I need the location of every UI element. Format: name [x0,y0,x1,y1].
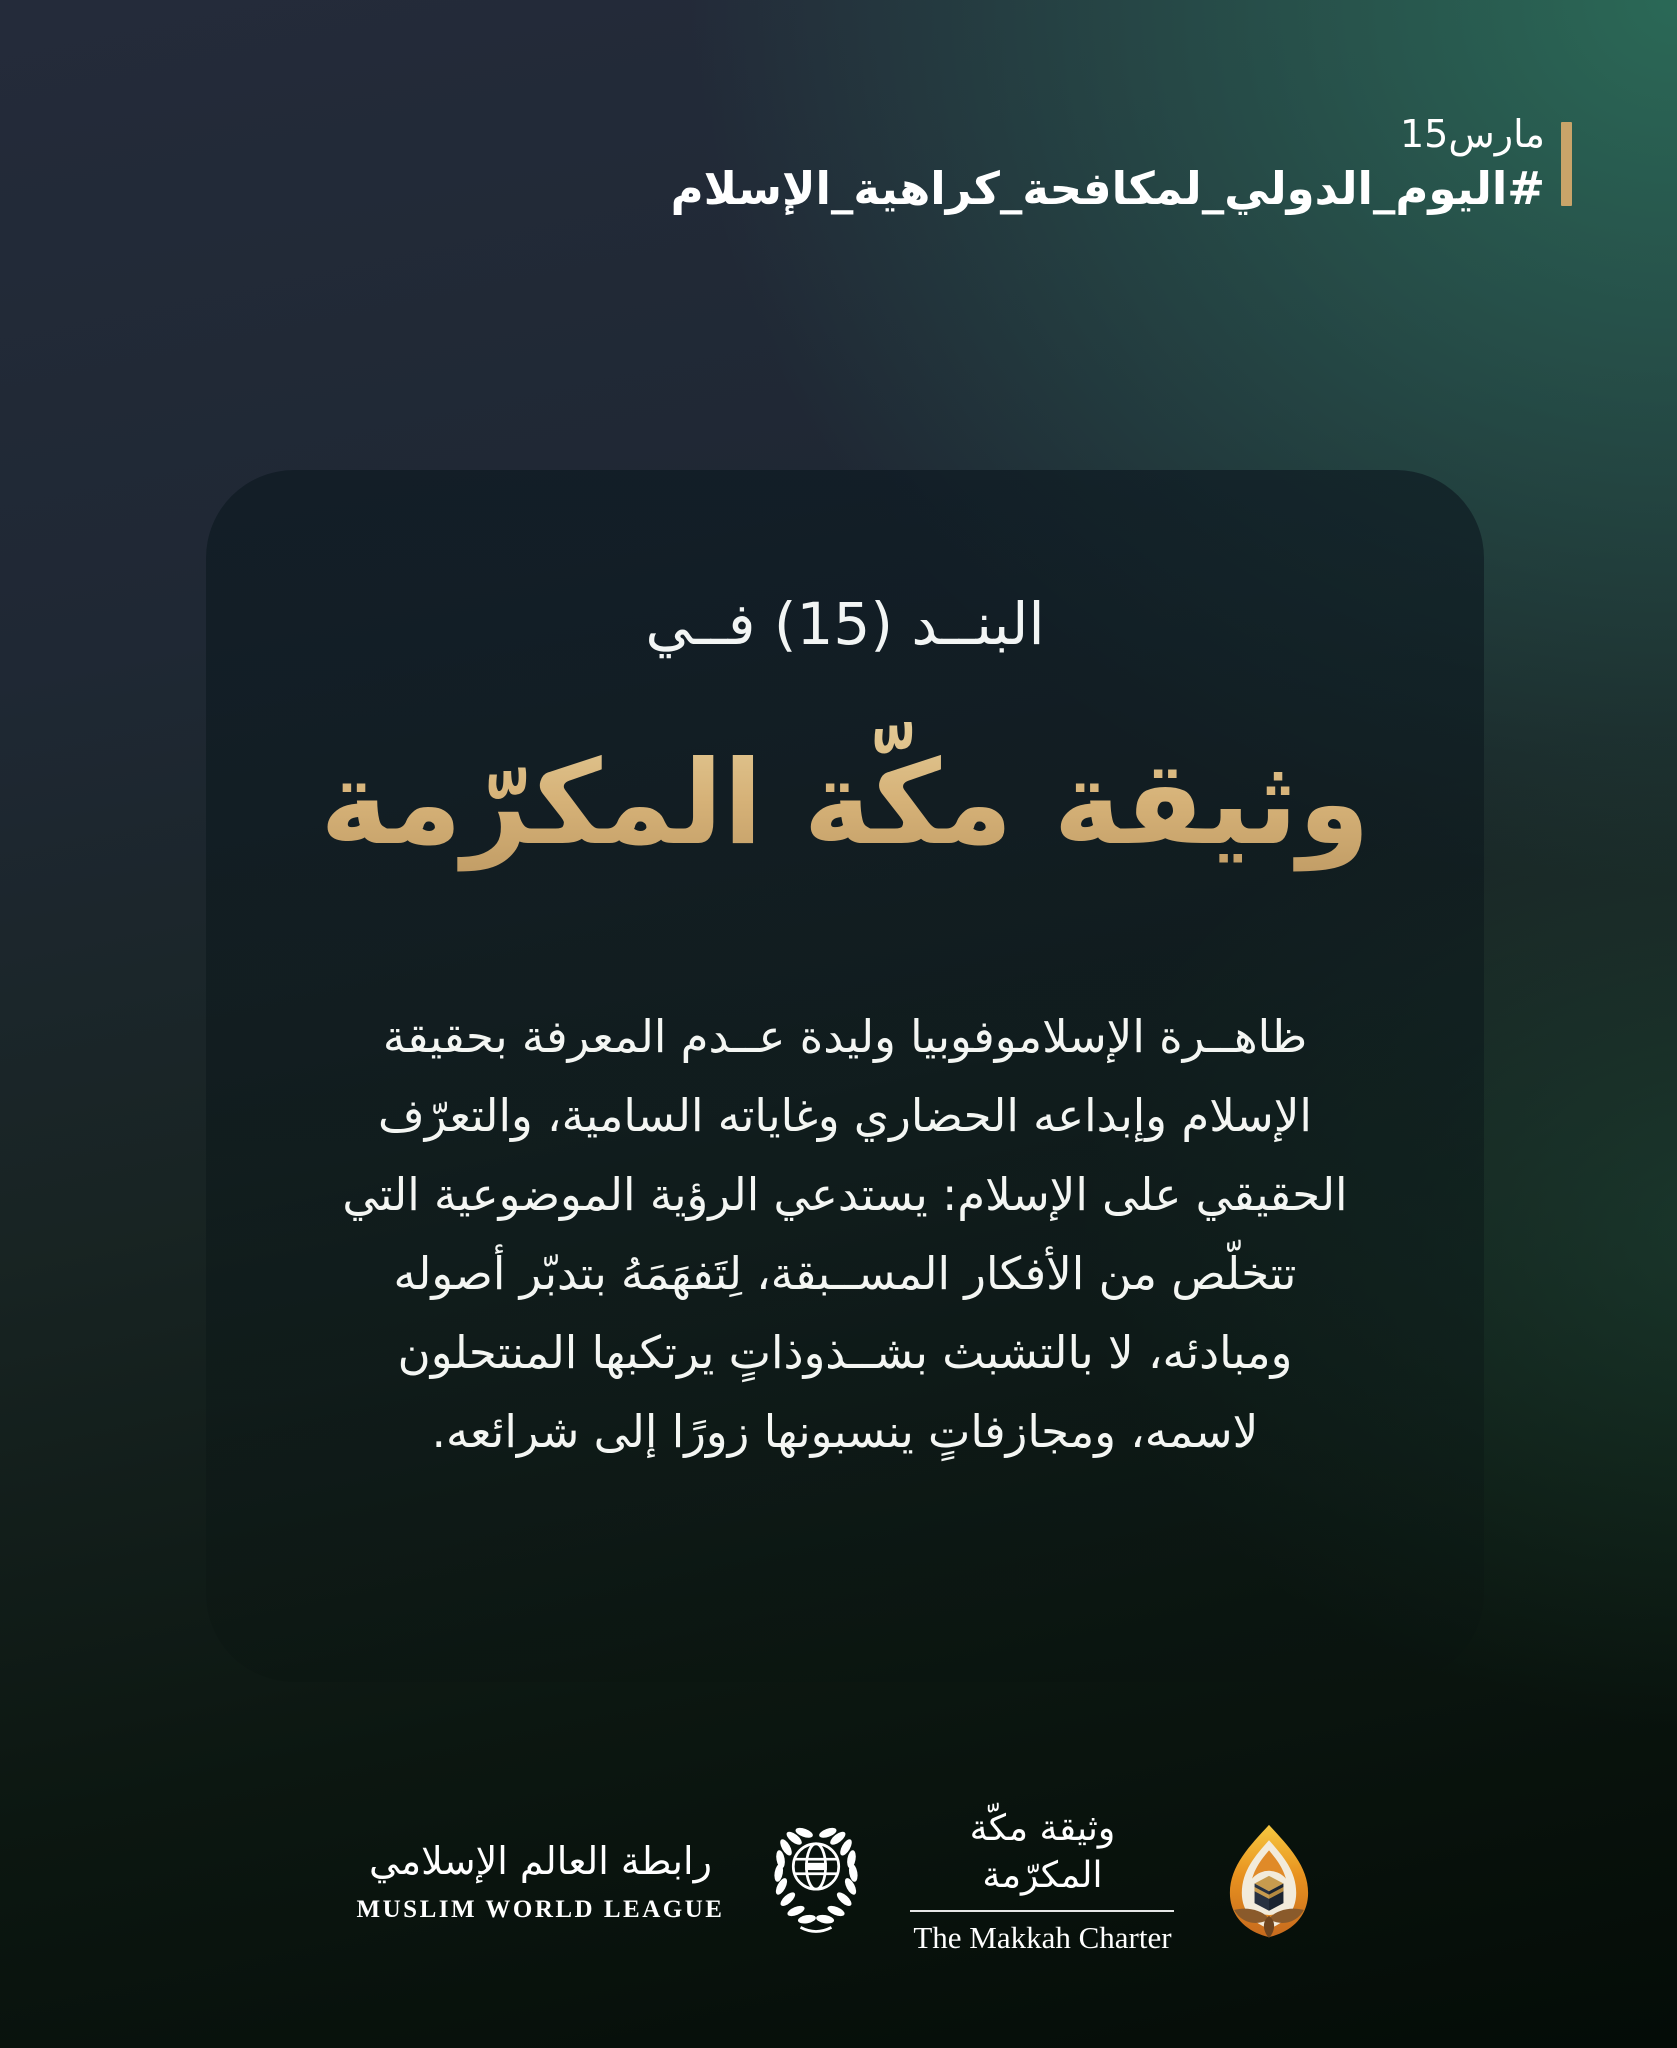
mwl-wordmark: MUSLIM WORLD LEAGUE [356,1896,725,1924]
paragraph-line: ظاهــرة الإسلاموفوبيا وليدة عــدم المعرفة بحقيقة [382,1009,1308,1063]
quote-card [206,470,1484,1682]
paragraph-line: تتخلّص من الأفكار المســبقة، لِتَفهَمَهُ بتدبّر أصوله [393,1246,1297,1300]
charter-wordmark: The Makkah Charter [913,1919,1172,1955]
mwl-arabic-calligraphy: رابطة العالم الإسلامي [369,1839,712,1884]
paragraph-line: ومبادئه، لا بالتشبث بشــذوذاتٍ يرتكبها المنتحلون [397,1325,1293,1379]
header-campaign-tag [671,114,1572,213]
charter-divider [910,1910,1174,1912]
campaign-hashtag: #اليوم_الدولي_لمكافحة_كراهية_الإسلام [670,161,1545,215]
article-kicker: البنــد (15) فــي [645,590,1045,658]
paragraph-line: لاسمه، ومجازفاتٍ ينسبونها زورًا إلى شرائعه. [431,1404,1259,1458]
header-text [671,114,1545,213]
mwl-globe-wreath-icon [766,1824,866,1938]
article-paragraph [294,997,1396,1471]
gold-accent-bar [1561,122,1572,206]
mwl-logo [357,1837,725,1924]
footer-logos [0,1806,1677,1956]
paragraph-line: الإسلام وإبداعه الحضاري وغاياته السامية، والتعرّف [378,1088,1312,1142]
makkah-charter-calligraphy-title: وثيقة مكّة المكرّمة [246,675,1444,933]
charter-arabic-calligraphy: وثيقة مكّة المكرّمة [969,1808,1116,1896]
makkah-charter-flame-icon [1218,1821,1320,1941]
campaign-date: 15مارس [1399,112,1545,156]
makkah-charter-logo [908,1806,1176,1956]
paragraph-line: الحقيقي على الإسلام: يستدعي الرؤية الموضوعية التي [342,1167,1348,1221]
